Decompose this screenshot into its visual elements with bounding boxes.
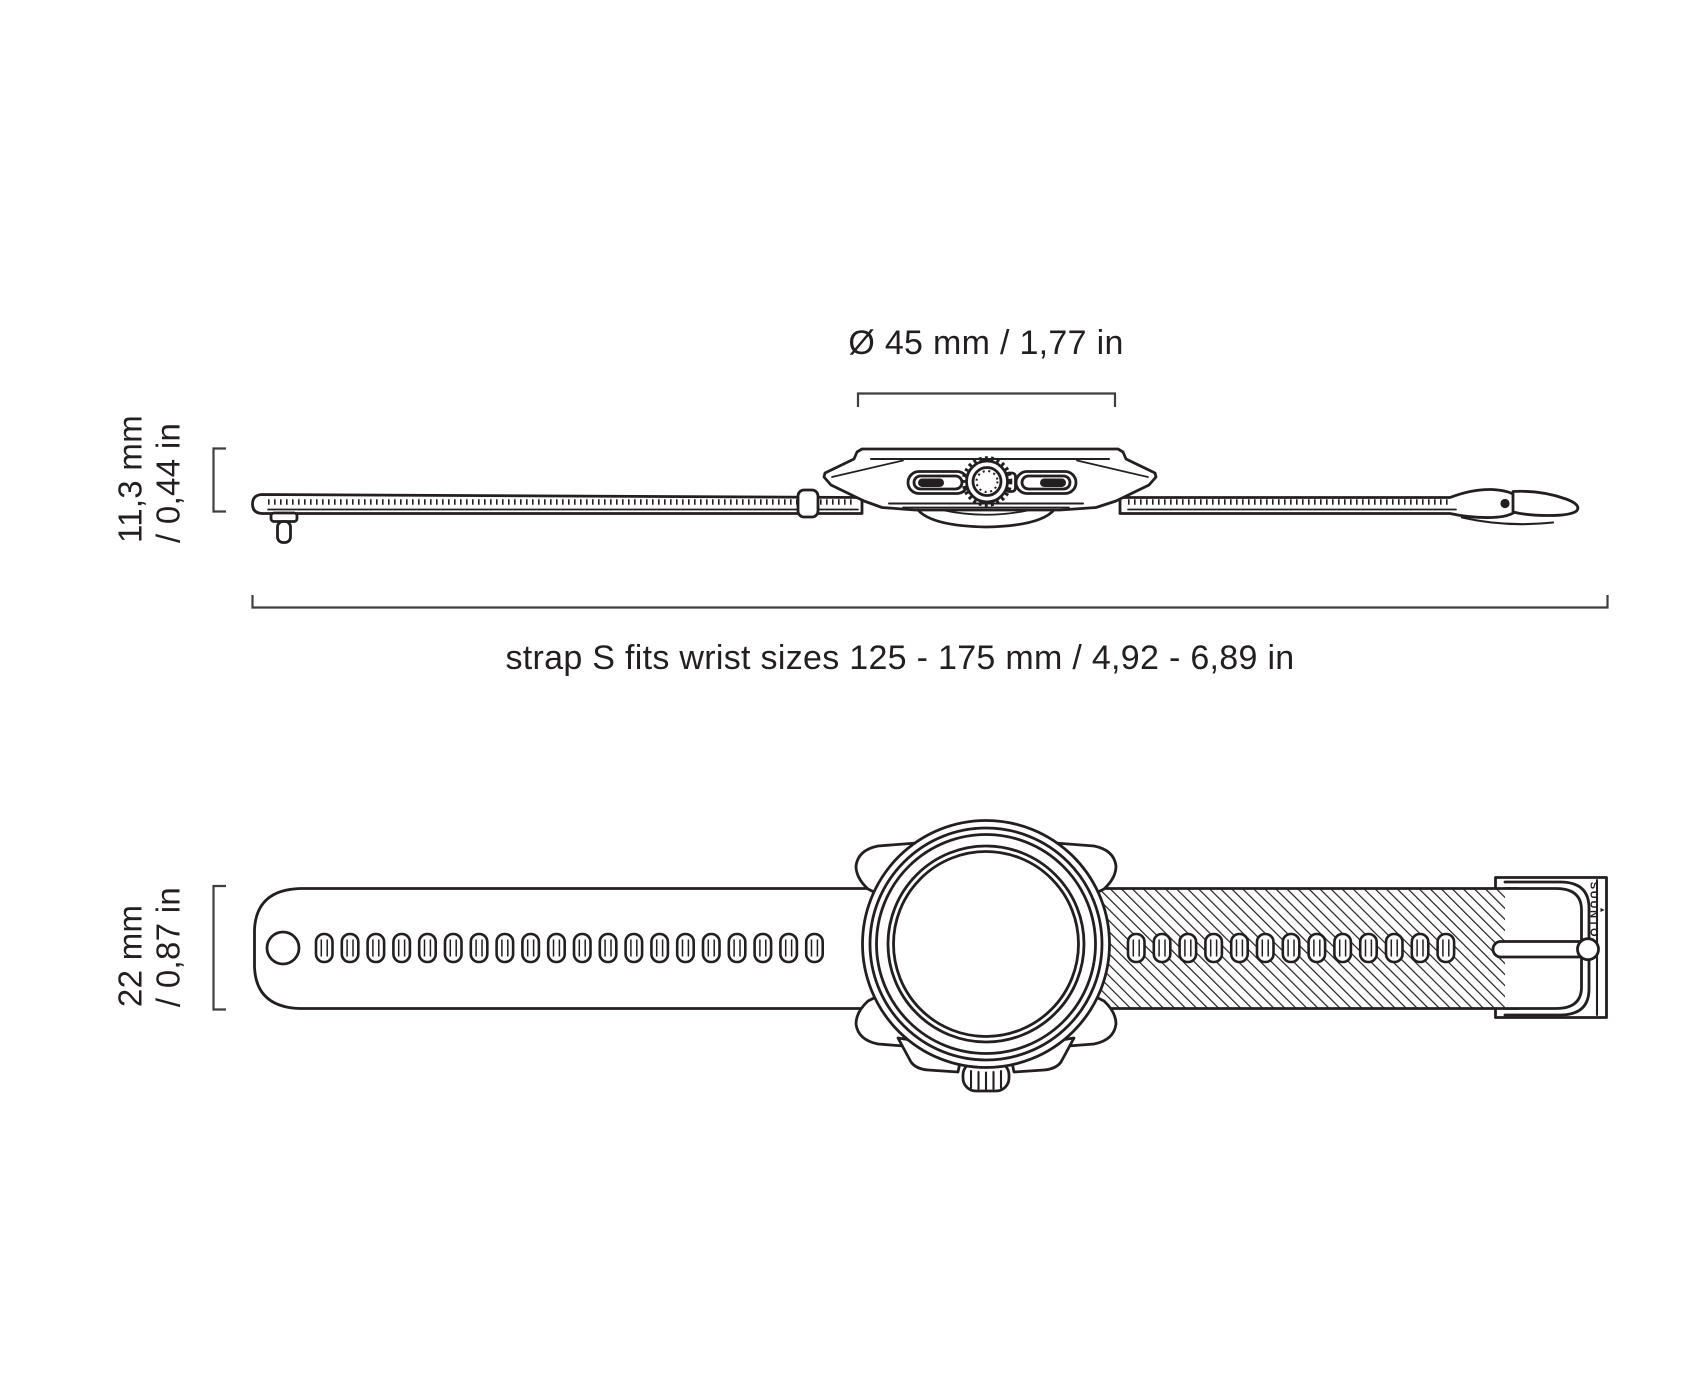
strap-width-label: [111, 887, 186, 1007]
side-view-drawing: [253, 449, 1578, 543]
brand-wordmark: SUUNTO: [1587, 881, 1600, 939]
thickness-label-line2: / 0,44 in: [149, 422, 186, 544]
buckle-pin-hole: [1500, 499, 1509, 508]
left-strap-slots: [316, 934, 823, 962]
thickness-label-line1: 11,3 mm: [111, 414, 149, 544]
strap-hole: [267, 932, 299, 964]
crown-side-icon: [964, 459, 1010, 505]
strap-pin-stud: [271, 513, 297, 543]
side-left-strap: [253, 490, 863, 543]
button-right-side: [1016, 472, 1076, 494]
side-right-strap: [1120, 489, 1578, 524]
top-left-strap: [255, 889, 901, 1009]
watch-case-side: [824, 449, 1156, 527]
strap-keeper: [798, 490, 818, 517]
top-view-drawing: [255, 821, 1607, 1092]
thickness-label: [111, 415, 186, 543]
watch-face-top: [856, 821, 1116, 1092]
button-left-side: [908, 472, 968, 494]
diameter-label: Ø 45 mm / 1,77 in: [848, 324, 1124, 362]
sensor-dome: [918, 510, 1054, 527]
buckle-prong: [1493, 939, 1599, 960]
strap-width-label-line2: / 0,87 in: [149, 886, 186, 1008]
buckle-tongue-side: [1513, 491, 1578, 515]
brand-logo: [1588, 882, 1605, 938]
strap-width-label-line1: 22 mm: [111, 904, 149, 1008]
brand-arrow-icon: ▲: [1598, 906, 1606, 914]
strap-size-label: strap S fits wrist sizes 125 - 175 mm / 4,92 - 6,89 in: [505, 639, 1295, 677]
